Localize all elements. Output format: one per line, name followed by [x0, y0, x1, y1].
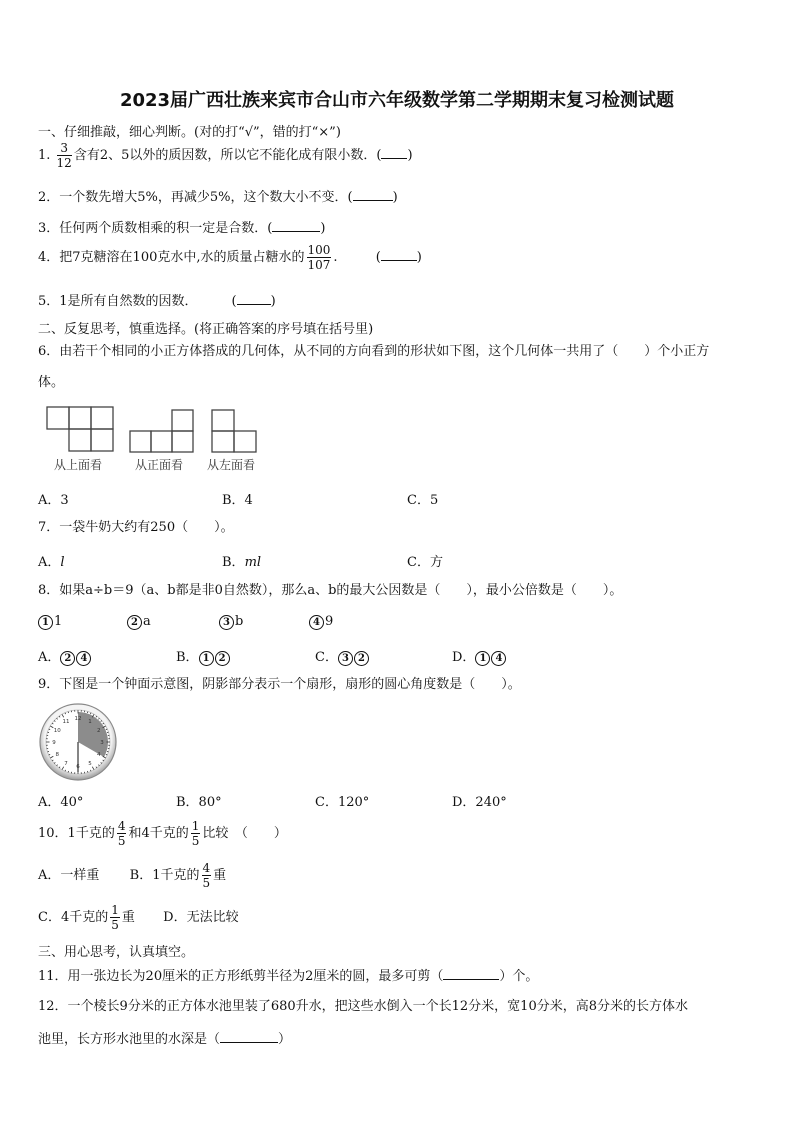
section-3-heading: 三、用心思考，认真填空。 — [38, 945, 195, 960]
q8-option-a[interactable]: A． 2 4 — [38, 646, 92, 666]
q3-answer-blank[interactable] — [272, 219, 320, 232]
clock-tick — [49, 754, 50, 755]
clock-numeral: 3 — [100, 740, 104, 746]
q9-option-b[interactable]: B．80° — [176, 795, 222, 810]
clock-numeral: 1 — [88, 719, 92, 726]
q10-options-row-2 — [38, 904, 239, 931]
q1-fraction: $\frac{3}{12}$ — [56, 141, 72, 170]
question-9: 9．下图是一个钟面示意图，阴影部分表示一个扇形，扇形的圆心角度数是（ ）。 — [38, 677, 521, 692]
question-2: 2．一个数先增大5%，再减少5%，这个数大小不变．( ) — [38, 190, 398, 205]
top-view-caption: 从上面看 — [54, 458, 103, 472]
clock-numeral: 12 — [74, 716, 82, 722]
q1-text: 含有2、5以外的质因数，所以它不能化成有限小数．( — [73, 148, 382, 163]
clock-face-figure — [38, 702, 118, 782]
question-10: 10．1千克的 $\frac{4}{5}$ 和4千克的 $\frac{1}{5}$ 比较 （ ） — [38, 819, 287, 848]
q6-option-a[interactable]: A．3 — [38, 493, 69, 508]
q6-option-b[interactable]: B．4 — [222, 493, 253, 508]
question-7: 7．一袋牛奶大约有250（ ）。 — [38, 520, 234, 535]
clock-numeral: 2 — [97, 728, 101, 734]
question-5: 5．1是所有自然数的因数． ( ) — [38, 294, 276, 309]
clock-numeral: 11 — [62, 719, 70, 726]
clock-numeral: 8 — [55, 752, 59, 758]
clock-tick — [65, 770, 66, 771]
q8-choice-1: 1 1 — [38, 614, 62, 630]
q5-answer-blank[interactable] — [237, 292, 271, 305]
clock-numeral: 7 — [64, 760, 68, 767]
q8-option-c[interactable]: C． 3 2 — [315, 646, 370, 666]
section-1-heading: 一、仔细推敲，细心判断。(对的打“√”，错的打“×”) — [38, 125, 341, 140]
top-view-shape — [47, 407, 113, 451]
q12-answer-blank[interactable] — [220, 1030, 278, 1043]
clock-tick — [106, 754, 107, 755]
q7-option-a[interactable]: A．l — [38, 555, 65, 570]
question-1: 1. $\frac{3}{12}$ 含有2、5以外的质因数，所以它不能化成有限小数．( ) — [38, 141, 413, 170]
q10-options-row-1 — [38, 862, 226, 889]
q9-option-c[interactable]: C．120° — [315, 795, 370, 810]
question-6-line2: 体。 — [38, 375, 65, 390]
left-view-shape — [212, 410, 256, 452]
q1-answer-blank[interactable] — [381, 146, 407, 159]
q4-answer-blank[interactable] — [381, 248, 417, 261]
page-title: 2023届广西壮族来宾市合山市六年级数学第二学期期末复习检测试题 — [119, 90, 675, 111]
question-12-line2: 池里，长方形水池里的水深是（ ） — [38, 1032, 292, 1047]
q8-choice-3: 3 b — [219, 614, 243, 630]
q10-option-b[interactable]: B．1千克的 $\frac{4}{5}$ 重 — [129, 861, 227, 890]
clock-tick — [90, 770, 91, 771]
section-2-heading: 二、反复思考，慎重选择。(将正确答案的序号填在括号里) — [38, 322, 374, 337]
clock-numeral: 9 — [52, 740, 56, 746]
clock-tick — [49, 729, 50, 730]
q7-option-b[interactable]: B．ml — [222, 555, 262, 570]
q8-option-b[interactable]: B． 1 2 — [176, 646, 231, 666]
clock-tick — [106, 729, 107, 730]
q11-answer-blank[interactable] — [443, 967, 499, 980]
q10-option-d[interactable]: D．无法比较 — [163, 910, 239, 925]
clock-numeral: 4 — [97, 752, 101, 758]
q10-option-c[interactable]: C．4千克的 $\frac{1}{5}$ 重 — [38, 903, 135, 932]
q4-fraction: $\frac{100}{107}$ — [307, 243, 331, 272]
q6-option-c[interactable]: C．5 — [407, 493, 439, 508]
q10-fraction-1: $\frac{4}{5}$ — [117, 819, 126, 848]
clock-numeral: 5 — [88, 760, 92, 767]
q10-option-a[interactable]: A．一样重 — [38, 868, 100, 883]
q8-choice-4: 4 9 — [309, 614, 333, 630]
question-12-line1: 12．一个棱长9分米的正方体水池里装了680升水，把这些水倒入一个长12分米，宽10分米，高8分米的长方体水 — [38, 999, 688, 1014]
clock-numeral: 10 — [53, 728, 61, 734]
question-11: 11．用一张边长为20厘米的正方形纸剪半径为2厘米的圆，最多可剪（ ）个。 — [38, 969, 539, 984]
q1-number: 1. — [38, 148, 51, 163]
question-3: 3．任何两个质数相乘的积一定是合数．( ) — [38, 221, 326, 236]
q8-option-d[interactable]: D． 1 4 — [452, 646, 507, 666]
left-view-caption: 从左面看 — [207, 458, 256, 472]
q2-answer-blank[interactable] — [353, 188, 393, 201]
question-6-line1: 6．由若干个相同的小正方体搭成的几何体，从不同的方向看到的形状如下图，这个几何体一共用了（ ）个小正方 — [38, 344, 710, 359]
front-view-shape — [130, 410, 193, 452]
clock-tick — [90, 713, 91, 714]
q7-option-c[interactable]: C．方 — [407, 555, 443, 570]
q9-option-d[interactable]: D．240° — [452, 795, 507, 810]
q8-choice-2: 2 a — [127, 614, 151, 630]
clock-numeral: 6 — [76, 764, 80, 770]
q10-fraction-2: $\frac{1}{5}$ — [191, 819, 200, 848]
question-4: 4．把7克糖溶在100克水中,水的质量占糖水的 $\frac{100}{107}$ . ( ) — [38, 243, 422, 272]
question-8: 8．如果a÷b＝9（a、b都是非0自然数），那么a、b的最大公因数是（ ），最小公倍数是（ ）。 — [38, 583, 623, 598]
front-view-caption: 从正面看 — [135, 458, 184, 472]
q9-option-a[interactable]: A．40° — [38, 795, 84, 810]
clock-tick — [65, 713, 66, 714]
